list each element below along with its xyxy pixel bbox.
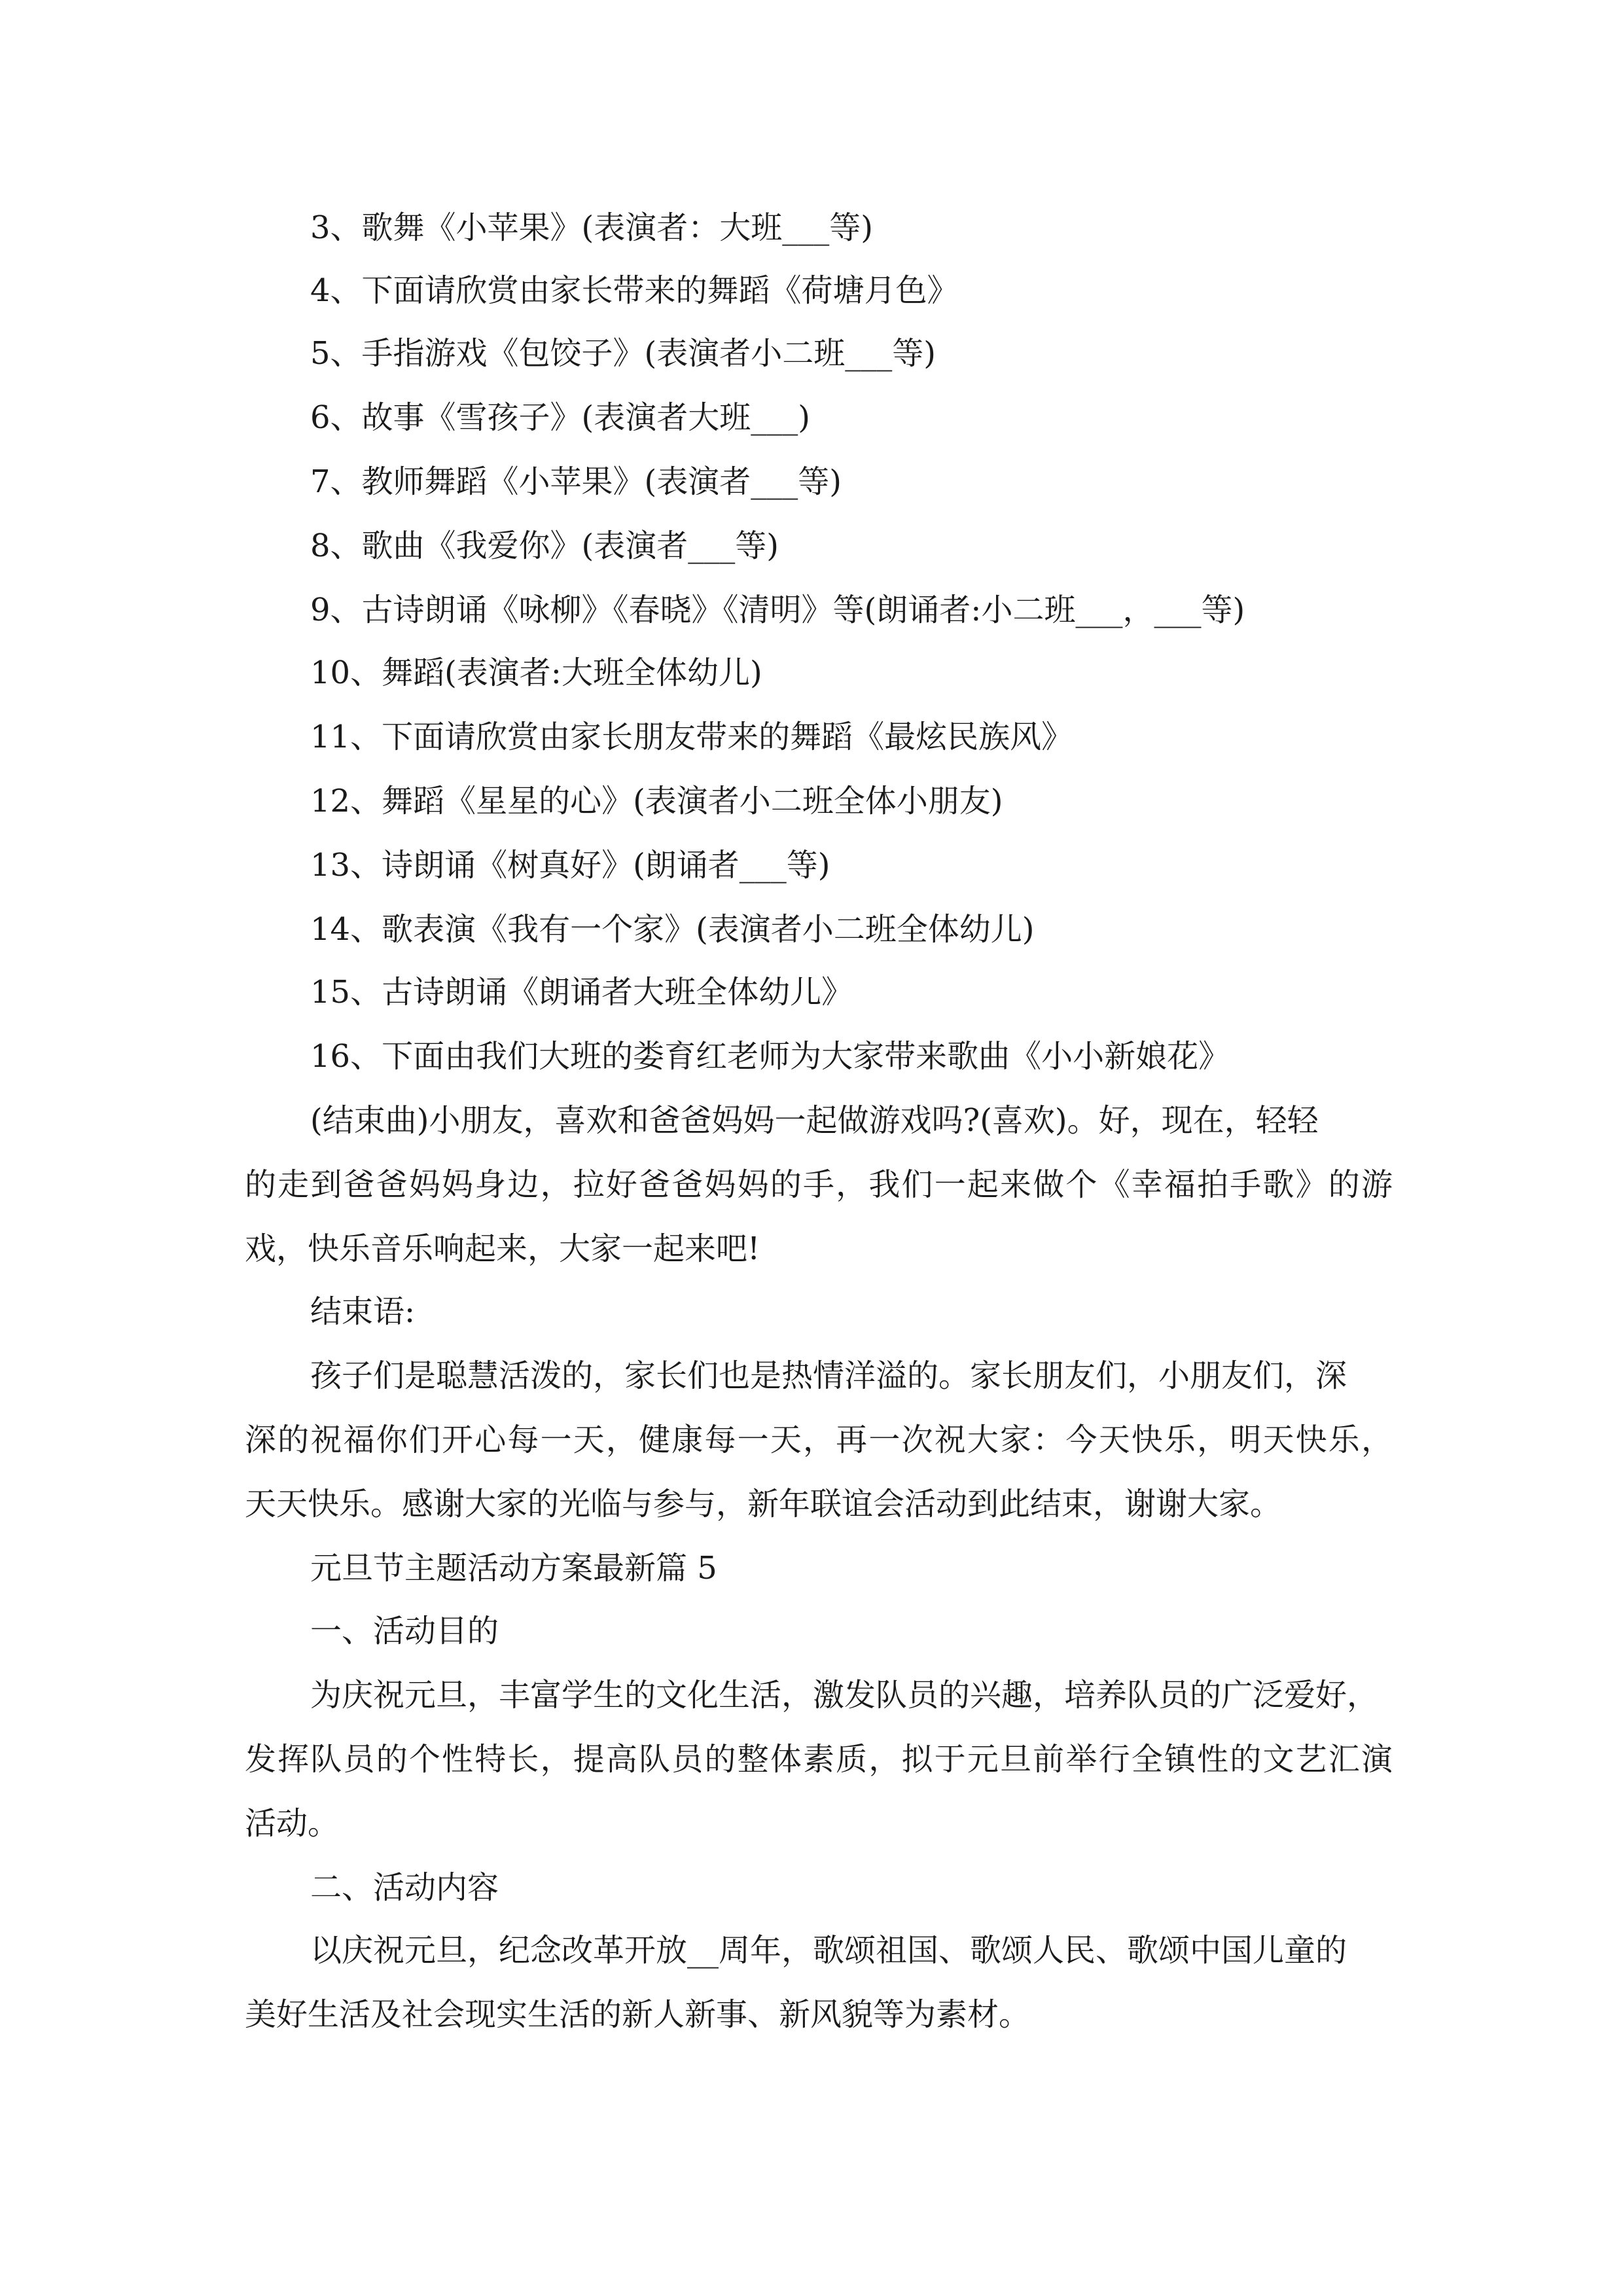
program-item: 9、古诗朗诵《咏柳》《春晓》《清明》等(朗诵者:小二班___，___等): [310, 592, 1245, 628]
program-item: 15、古诗朗诵《朗诵者大班全体幼儿》: [310, 974, 853, 1011]
program-item: 14、歌表演《我有一个家》(表演者小二班全体幼儿): [310, 911, 1035, 948]
program-item: 13、诗朗诵《树真好》(朗诵者___等): [310, 847, 830, 884]
program-item: 7、教师舞蹈《小苹果》(表演者___等): [310, 463, 842, 500]
program-item: 5、手指游戏《包饺子》(表演者小二班___等): [310, 335, 936, 372]
program-item: 10、舞蹈(表演者:大班全体幼儿): [310, 655, 762, 691]
closing-speech-line: 孩子们是聪慧活泼的，家长们也是热情洋溢的。家长朋友们，小朋友们，深: [310, 1357, 1347, 1394]
program-item: 8、歌曲《我爱你》(表演者___等): [310, 528, 779, 564]
purpose-heading: 一、活动目的: [310, 1613, 499, 1649]
closing-game-line: 的走到爸爸妈妈身边，拉好爸爸妈妈的手，我们一起来做个《幸福拍手歌》的游: [245, 1166, 1393, 1203]
closing-speech-line: 深的祝福你们开心每一天，健康每一天，再一次祝大家：今天快乐，明天快乐，: [245, 1422, 1393, 1458]
program-item: 11、下面请欣赏由家长朋友带来的舞蹈《最炫民族风》: [310, 719, 1073, 755]
program-item: 6、故事《雪孩子》(表演者大班___): [310, 399, 810, 436]
program-item: 3、歌舞《小苹果》(表演者：大班___等): [310, 209, 873, 246]
purpose-line: 活动。: [245, 1805, 340, 1842]
purpose-line: 发挥队员的个性特长，提高队员的整体素质，拟于元旦前举行全镇性的文艺汇演: [245, 1741, 1393, 1778]
purpose-line: 为庆祝元旦，丰富学生的文化生活，激发队员的兴趣，培养队员的广泛爱好，: [310, 1677, 1379, 1713]
section-title: 元旦节主题活动方案最新篇 5: [310, 1550, 717, 1587]
program-item: 16、下面由我们大班的娄育红老师为大家带来歌曲《小小新娘花》: [310, 1038, 1230, 1075]
closing-heading: 结束语:: [310, 1293, 416, 1330]
content-line: 美好生活及社会现实生活的新人新事、新风貌等为素材。: [245, 1996, 1031, 2033]
content-heading: 二、活动内容: [310, 1869, 499, 1906]
closing-game-line: 戏，快乐音乐响起来，大家一起来吧!: [245, 1230, 760, 1267]
closing-speech-line: 天天快乐。感谢大家的光临与参与，新年联谊会活动到此结束，谢谢大家。: [245, 1486, 1282, 1522]
content-line: 以庆祝元旦，纪念改革开放__周年，歌颂祖国、歌颂人民、歌颂中国儿童的: [310, 1932, 1347, 1969]
program-item: 12、舞蹈《星星的心》(表演者小二班全体小朋友): [310, 783, 1003, 819]
program-item: 4、下面请欣赏由家长带来的舞蹈《荷塘月色》: [310, 272, 959, 309]
closing-game-line: (结束曲)小朋友，喜欢和爸爸妈妈一起做游戏吗?(喜欢)。好，现在，轻轻: [310, 1102, 1319, 1139]
